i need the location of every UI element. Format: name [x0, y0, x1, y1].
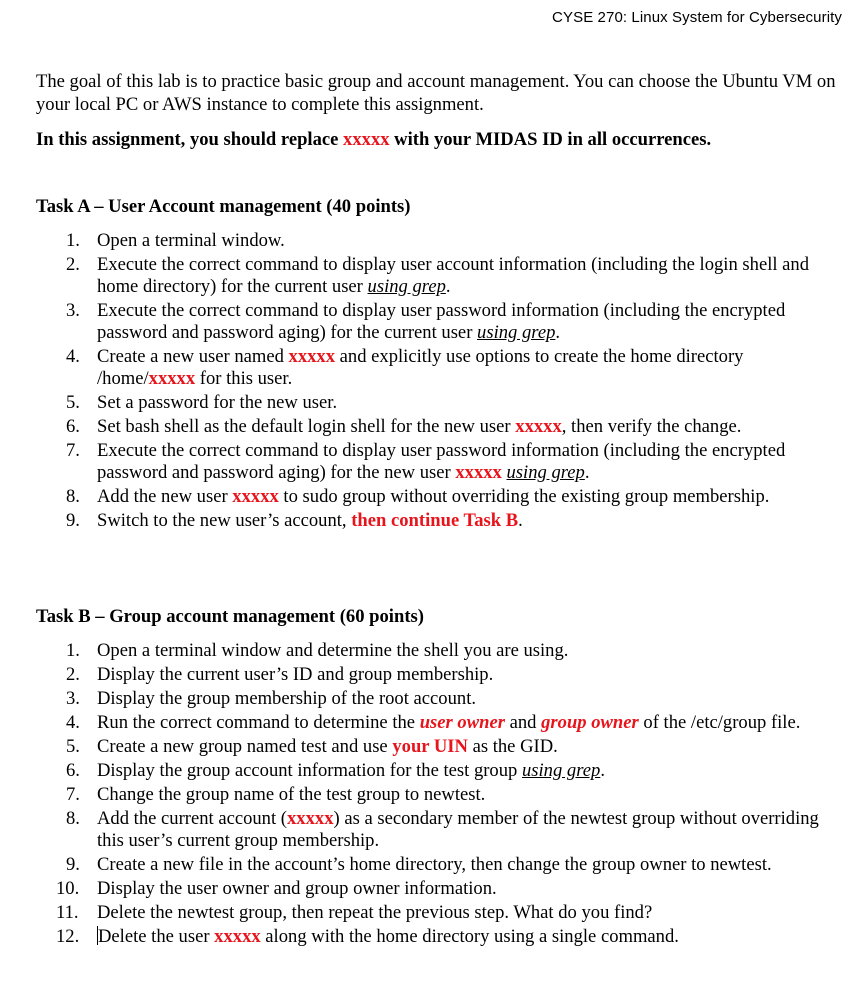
list-item — [56, 902, 846, 924]
item-text-end: for this user. — [195, 368, 293, 389]
grep-emphasis: using grep — [367, 276, 446, 297]
item-text-end: . — [518, 510, 523, 531]
item-text: Display the group membership of the root account. — [97, 688, 477, 709]
list-item — [66, 254, 846, 298]
item-text: Delete the newtest group, then repeat the previous step. What do you find? — [97, 902, 653, 923]
placeholder-xxxxx: xxxxx — [214, 926, 261, 947]
item-number: 9. — [66, 854, 80, 875]
item-text: Open a terminal window. — [97, 230, 285, 251]
note-text-end: with your MIDAS ID in all occurrences. — [389, 129, 712, 150]
item-number: 5. — [66, 392, 80, 413]
item-text: Add the current account ( — [97, 808, 287, 829]
group-owner-emphasis: group owner — [541, 712, 639, 733]
list-item — [66, 640, 846, 662]
placeholder-xxxxx: xxxxx — [232, 486, 279, 507]
item-text-end: , then verify the change. — [561, 416, 742, 437]
item-number: 7. — [66, 784, 80, 805]
list-item — [66, 688, 846, 710]
item-number: 7. — [66, 440, 80, 461]
task-b-list — [56, 640, 846, 950]
list-item — [66, 440, 846, 484]
item-text: Set a password for the new user. — [97, 392, 338, 413]
item-number: 1. — [66, 640, 80, 661]
item-text-end: ) as a secondary member of the newtest group without overriding this user’s current group membership. — [97, 808, 819, 851]
intro-section — [36, 70, 836, 150]
list-item — [66, 712, 846, 734]
item-text-end: to sudo group without overriding the existing group membership. — [278, 486, 770, 507]
item-text: Display the group account information for the test group — [97, 760, 522, 781]
item-text-end: . — [600, 760, 605, 781]
item-text: Execute the correct command to display user account information (including the login shell and home directory) for the current user — [97, 254, 810, 297]
item-text-mid: and explicitly use options to create the home directory /home/ — [97, 346, 744, 389]
item-text: Run the correct command to determine the — [97, 712, 420, 733]
item-text: Add the new user — [97, 486, 233, 507]
page-header: CYSE 270: Linux System for Cybersecurity — [552, 9, 842, 26]
item-text: Display the user owner and group owner information. — [97, 878, 497, 899]
uin-emphasis: your UIN — [392, 736, 468, 757]
list-item — [66, 346, 846, 390]
item-text: Execute the correct command to display user password information (including the encrypted password and password aging) for the new user — [97, 440, 786, 483]
list-item — [66, 486, 846, 508]
list-item — [56, 878, 846, 900]
item-number: 12. — [56, 926, 80, 947]
list-item — [66, 392, 846, 414]
task-b-heading: Task B – Group account management (60 points) — [36, 606, 424, 627]
list-item — [66, 416, 846, 438]
item-text: Change the group name of the test group to newtest. — [97, 784, 486, 805]
item-number: 3. — [66, 688, 80, 709]
item-text-end: . — [584, 462, 590, 483]
list-item — [56, 926, 846, 948]
item-number: 1. — [66, 230, 80, 251]
item-number: 11. — [56, 902, 79, 923]
item-text: Switch to the new user’s account, — [97, 510, 352, 531]
item-number: 6. — [66, 760, 80, 781]
note-placeholder: xxxxx — [343, 129, 390, 150]
item-text: Delete the user — [98, 926, 215, 947]
item-text: Set bash shell as the default login shell for the new user — [97, 416, 516, 437]
list-item — [66, 664, 846, 686]
item-text-end: . — [445, 276, 451, 297]
item-number: 5. — [66, 736, 80, 757]
list-item — [66, 230, 846, 252]
placeholder-xxxxx: xxxxx — [287, 808, 334, 829]
item-text: Create a new user named — [97, 346, 289, 367]
item-number: 2. — [66, 664, 80, 685]
note-text: In this assignment, you should replace — [36, 129, 344, 150]
item-text: Open a terminal window and determine the shell you are using. — [97, 640, 569, 661]
placeholder-xxxxx: xxxxx — [515, 416, 562, 437]
item-text-end: of the /etc/group file. — [638, 712, 801, 733]
grep-emphasis: using grep — [477, 322, 556, 343]
grep-emphasis: using grep — [521, 760, 601, 781]
list-item — [66, 784, 846, 806]
list-item — [66, 736, 846, 758]
item-number: 2. — [66, 254, 80, 275]
item-text-end: . — [555, 322, 561, 343]
user-owner-emphasis: user owner — [419, 712, 505, 733]
placeholder-xxxxx: xxxxx — [148, 368, 196, 389]
list-item — [66, 808, 846, 852]
task-a-list — [66, 230, 846, 534]
item-text-mid: and — [504, 712, 542, 733]
task-a-heading: Task A – User Account management (40 points) — [36, 196, 411, 217]
item-text: Create a new group named test and use — [97, 736, 393, 757]
continue-emphasis: then continue Task B — [351, 510, 519, 531]
item-text: Execute the correct command to display user password information (including the encrypted password and password aging) for the current user — [97, 300, 786, 343]
intro-paragraph: The goal of this lab is to practice basic group and account management. You can choose the Ubuntu VM on your local PC or AWS instance to complete this assignment. — [36, 71, 836, 115]
item-text-end: along with the home directory using a single command. — [260, 926, 679, 947]
item-number: 3. — [66, 300, 80, 321]
item-number: 8. — [66, 486, 80, 507]
item-number: 4. — [66, 346, 80, 367]
list-item — [66, 854, 846, 876]
item-text: Create a new file in the account’s home directory, then change the group owner to newtest. — [97, 854, 772, 875]
item-number: 9. — [66, 510, 80, 531]
placeholder-xxxxx: xxxxx — [288, 346, 336, 367]
item-number: 8. — [66, 808, 80, 829]
item-text-end: as the GID. — [467, 736, 558, 757]
item-text: Display the current user’s ID and group membership. — [97, 664, 494, 685]
list-item — [66, 300, 846, 344]
grep-emphasis: using grep — [506, 462, 585, 483]
item-number: 10. — [56, 878, 80, 899]
list-item — [66, 510, 846, 532]
item-number: 6. — [66, 416, 80, 437]
list-item — [66, 760, 846, 782]
midas-note — [36, 128, 711, 151]
item-number: 4. — [66, 712, 80, 733]
placeholder-xxxxx: xxxxx — [455, 462, 502, 483]
